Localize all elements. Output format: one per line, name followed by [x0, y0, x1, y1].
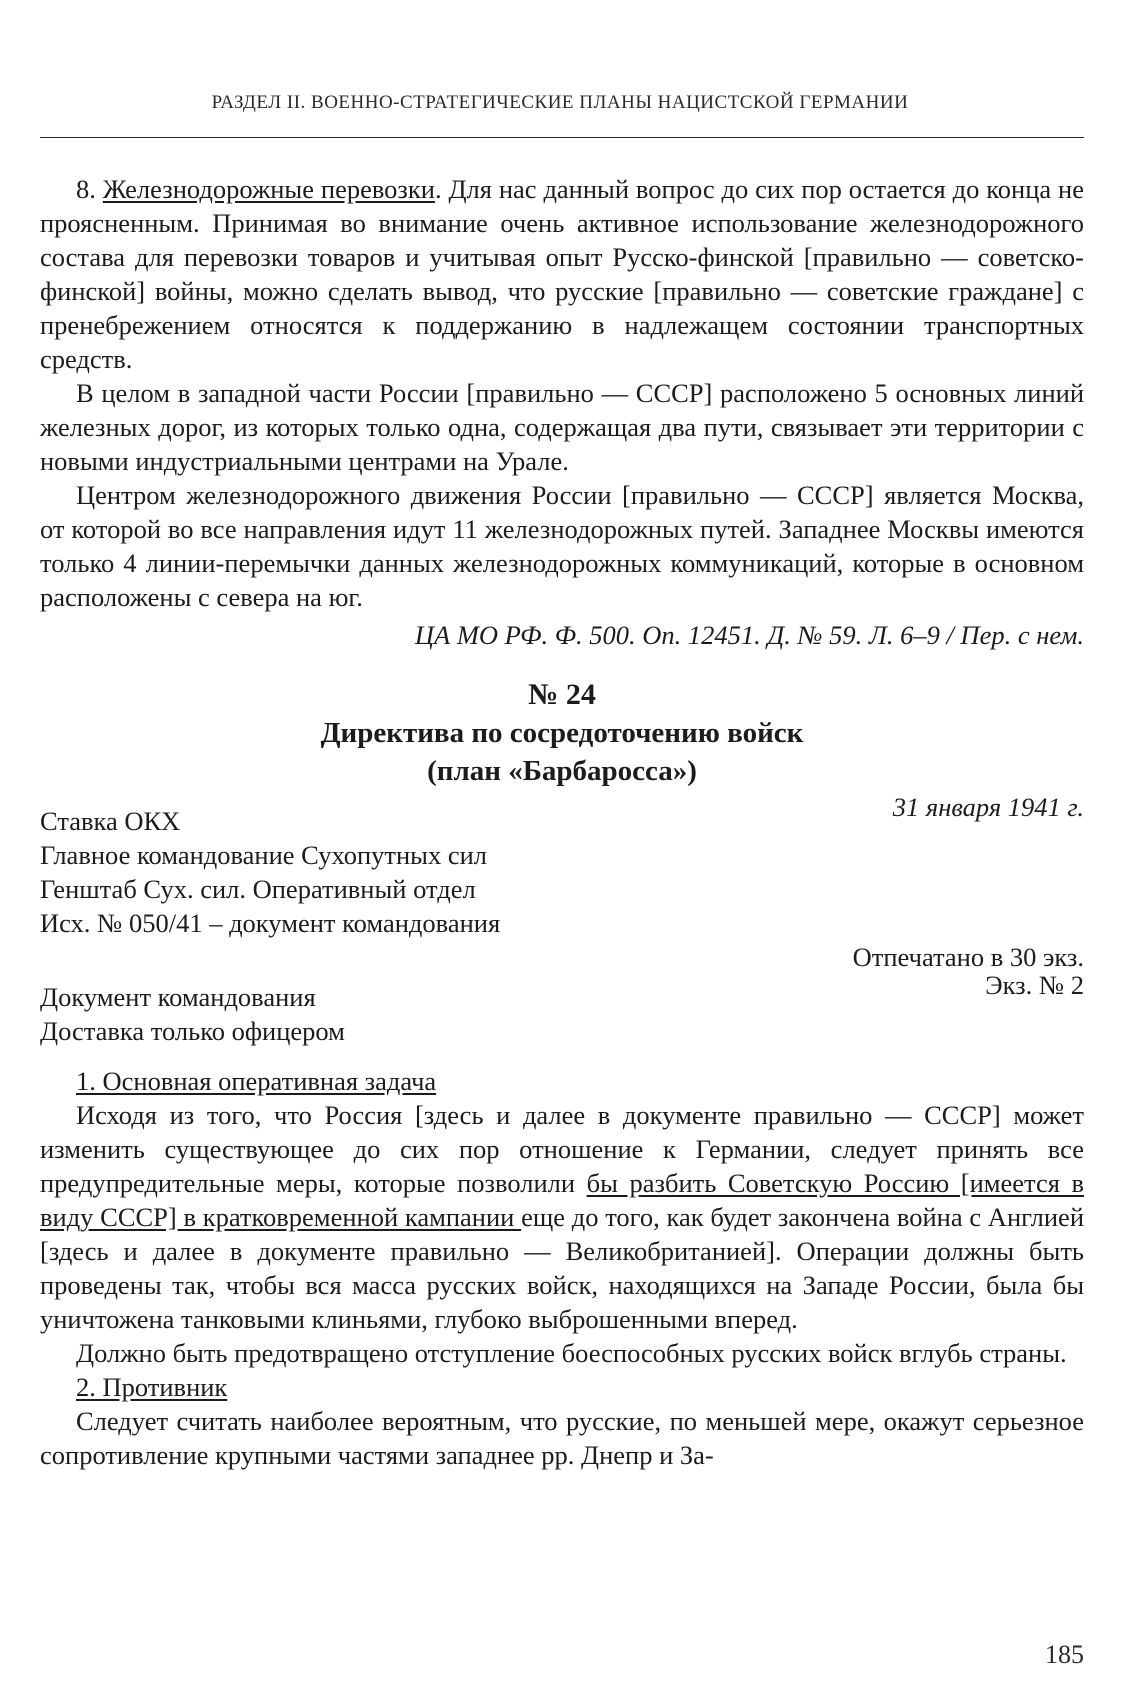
issuer-stavka: Ставка ОКХ: [40, 806, 181, 836]
section8-text: . Для нас данный вопрос до сих пор остается до конца не проясненным. Принимая во внимание очень активное использование железнодорожного состава для перевозки товаров и учитывая опыт Русско-финской [правильно — советско-финской] войны, можно сделать вывод, что русские [правильно — советские граждане] с пренебрежением относятся к поддержанию в надлежащем состоянии транспортных средств.: [40, 174, 1084, 374]
page-number: 185: [1045, 1640, 1084, 1669]
copy-number: Экз. № 2: [985, 970, 1084, 1000]
meta-row-classification: [40, 970, 1084, 1012]
issuer-genshtab: Генштаб Сух. сил. Оперативный отдел: [40, 874, 476, 904]
meta-row-delivery: [40, 1008, 1084, 1046]
delivery-note: Доставка только офицером: [40, 1016, 345, 1046]
section8-heading: Железнодорожные перевозки: [102, 174, 435, 204]
meta-row-issuer2: [40, 838, 1084, 872]
section1-text-underlined: бы разбить Советскую Россию [имеется в виду СССР] в кратковременной кампании: [40, 1168, 1084, 1232]
document-title-line2: (план «Барбаросса»): [427, 755, 697, 787]
section8-paragraph-2: В целом в западной части России [правильно — СССР] расположено 5 основных линий железных дорог, из которых только одна, содержащая два пути, связывает эти территории с новыми индустриальными центрами на Урале.: [40, 378, 1084, 476]
document-date: 31 января 1941 г.: [892, 792, 1084, 822]
section1-paragraph: [40, 1098, 1084, 1336]
section2-heading: 2. Противник: [76, 1372, 228, 1402]
running-head: РАЗДЕЛ II. ВОЕННО-СТРАТЕГИЧЕСКИЕ ПЛАНЫ НАЦИСТСКОЙ ГЕРМАНИИ: [211, 92, 909, 113]
header-rule: [40, 137, 1084, 138]
page-content: [40, 172, 1084, 1472]
issuer-command: Главное командование Сухопутных сил: [40, 840, 487, 870]
classification: Документ командования: [40, 982, 316, 1012]
meta-row-issuer3: [40, 872, 1084, 906]
outgoing-number: Исх. № 050/41 – документ командования: [40, 908, 501, 938]
section1-heading: 1. Основная оперативная задача: [76, 1066, 437, 1096]
section8-number: 8.: [76, 174, 103, 204]
copies-printed: Отпечатано в 30 экз.: [852, 942, 1084, 972]
meta-row-issuer1: [40, 792, 1084, 838]
section8-paragraph-3: Центром железнодорожного движения России [правильно — СССР] является Москва, от которой во все направления идут 11 железнодорожных путей. Западнее Москвы имеются только 4 линии-перемычки данных железнодорожных коммуникаций, которые в основном расположены с севера на юг.: [40, 480, 1084, 612]
section1-paragraph-2: Должно быть предотвращено отступление боеспособных русских войск вглубь страны.: [76, 1338, 1067, 1368]
meta-row-outgoing: [40, 906, 1084, 940]
section2-paragraph: Следует считать наиболее вероятным, что русские, по меньшей мере, окажут серьезное сопротивление крупными частями западнее рр. Днепр и За-: [40, 1406, 1084, 1470]
archive-source: ЦА МО РФ. Ф. 500. Оп. 12451. Д. № 59. Л. 6–9 / Пер. с нем.: [414, 620, 1084, 650]
section1-text-after: еще до того, как будет закончена война с Англией [здесь и далее в документе правильно — Великобританией]. Операции должны быть проведены так, чтобы вся масса русских войск, находящихся на Западе России, была бы уничтожена танковыми клиньями, глубоко выброшенными вперед.: [40, 1202, 1084, 1334]
meta-row-copies: [40, 940, 1084, 974]
section8-paragraph: [40, 172, 1084, 376]
document-title-line1: Директива по сосредоточению войск: [320, 717, 804, 749]
document-number: № 24: [528, 678, 596, 711]
section1-text-before: Исходя из того, что Россия [здесь и далее в документе правильно — СССР] может изменить существующее до сих пор отношение к Германии, следует принять все предупредительные меры, которые позволили: [40, 1100, 1084, 1198]
